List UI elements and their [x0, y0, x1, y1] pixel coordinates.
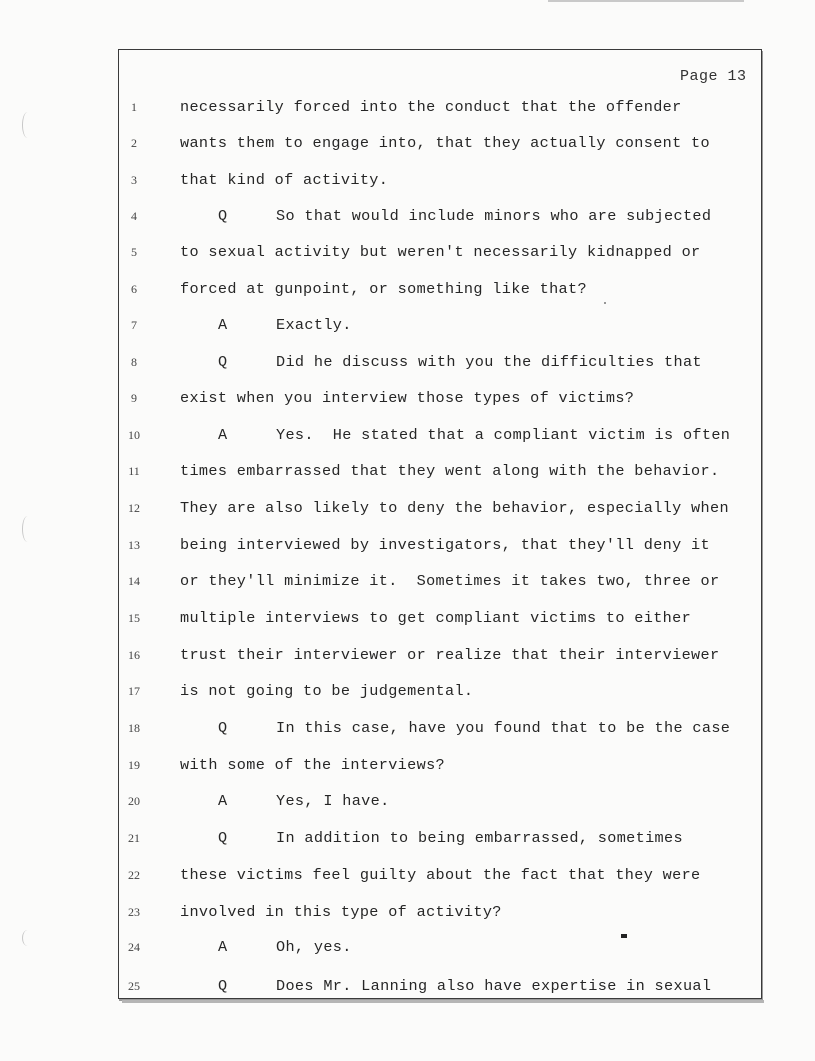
line-text: being interviewed by investigators, that they'll deny it [180, 536, 710, 554]
line-text: forced at gunpoint, or something like that? [180, 280, 587, 298]
transcript-line [0, 977, 815, 1001]
speaker-marker: Q [218, 829, 228, 847]
transcript-line [0, 280, 815, 304]
top-edge-rule [548, 0, 744, 2]
line-number: 13 [128, 538, 140, 552]
line-text: is not going to be judgemental. [180, 682, 474, 700]
line-text: trust their interviewer or realize that their interviewer [180, 646, 720, 664]
line-number: 6 [131, 282, 137, 296]
transcript-line [0, 389, 815, 413]
line-number: 5 [131, 245, 137, 259]
transcript-line [0, 646, 815, 670]
line-number: 4 [131, 209, 137, 223]
line-number: 23 [128, 905, 140, 919]
line-number: 20 [128, 794, 140, 808]
line-number: 11 [128, 464, 140, 478]
speaker-marker: A [218, 938, 228, 956]
line-text: or they'll minimize it. Sometimes it takes two, three or [180, 572, 720, 590]
scan-speck [621, 934, 627, 938]
line-number: 12 [128, 501, 140, 515]
line-text: Does Mr. Lanning also have expertise in sexual [276, 977, 712, 995]
line-number: 16 [128, 648, 140, 662]
line-text: Yes. He stated that a compliant victim is often [276, 426, 731, 444]
line-text: involved in this type of activity? [180, 903, 502, 921]
line-number: 9 [131, 391, 137, 405]
speaker-marker: Q [218, 353, 228, 371]
line-number: 2 [131, 136, 137, 150]
scan-speck [604, 302, 606, 304]
transcript-line [0, 536, 815, 560]
line-text: In addition to being embarrassed, sometimes [276, 829, 683, 847]
line-number: 7 [131, 318, 137, 332]
transcript-line [0, 903, 815, 927]
transcript-line [0, 938, 815, 962]
line-text: So that would include minors who are subjected [276, 207, 712, 225]
transcript-line [0, 866, 815, 890]
speaker-marker: Q [218, 207, 228, 225]
line-text: Exactly. [276, 316, 352, 334]
transcript-line [0, 426, 815, 450]
line-text: exist when you interview those types of victims? [180, 389, 635, 407]
line-number: 18 [128, 721, 140, 735]
speaker-marker: A [218, 316, 228, 334]
line-text: Yes, I have. [276, 792, 390, 810]
line-text: to sexual activity but weren't necessarily kidnapped or [180, 243, 701, 261]
line-text: Did he discuss with you the difficulties that [276, 353, 702, 371]
line-text: wants them to engage into, that they actually consent to [180, 134, 710, 152]
line-number: 21 [128, 831, 140, 845]
line-text: with some of the interviews? [180, 756, 445, 774]
transcript-line [0, 98, 815, 122]
line-text: In this case, have you found that to be the case [276, 719, 731, 737]
line-number: 3 [131, 173, 137, 187]
transcript-line [0, 171, 815, 195]
transcript-line [0, 719, 815, 743]
line-text: times embarrassed that they went along with the behavior. [180, 462, 720, 480]
line-text: multiple interviews to get compliant victims to either [180, 609, 692, 627]
line-text: necessarily forced into the conduct that the offender [180, 98, 682, 116]
line-number: 1 [131, 100, 137, 114]
transcript-line [0, 316, 815, 340]
line-number: 15 [128, 611, 140, 625]
line-number: 10 [128, 428, 140, 442]
line-text: They are also likely to deny the behavior, especially when [180, 499, 729, 517]
transcript-line [0, 207, 815, 231]
line-number: 14 [128, 574, 140, 588]
line-number: 19 [128, 758, 140, 772]
transcript-line [0, 572, 815, 596]
transcript-line [0, 756, 815, 780]
line-text: that kind of activity. [180, 171, 389, 189]
line-number: 8 [131, 355, 137, 369]
line-text: Oh, yes. [276, 938, 352, 956]
transcript-line [0, 829, 815, 853]
speaker-marker: A [218, 792, 228, 810]
speaker-marker: Q [218, 719, 228, 737]
transcript-line [0, 243, 815, 267]
speaker-marker: A [218, 426, 228, 444]
transcript-line [0, 682, 815, 706]
line-number: 17 [128, 684, 140, 698]
line-text: these victims feel guilty about the fact that they were [180, 866, 701, 884]
line-number: 24 [128, 940, 140, 954]
transcript-line [0, 792, 815, 816]
transcript-line [0, 134, 815, 158]
transcript-line [0, 499, 815, 523]
transcript-line [0, 462, 815, 486]
transcript-line [0, 609, 815, 633]
speaker-marker: Q [218, 977, 228, 995]
transcript-line [0, 353, 815, 377]
line-number: 25 [128, 979, 140, 993]
page-number: Page 13 [680, 68, 747, 85]
line-number: 22 [128, 868, 140, 882]
